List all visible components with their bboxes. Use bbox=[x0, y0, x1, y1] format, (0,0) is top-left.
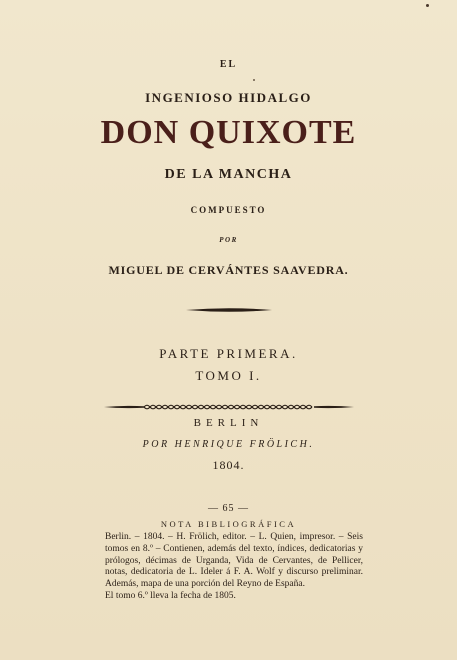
part-label: PARTE PRIMERA. bbox=[159, 346, 298, 361]
ink-dot bbox=[426, 4, 429, 7]
main-title: DON QUIXOTE bbox=[100, 114, 357, 151]
bibliographic-note-paragraph: Berlin. – 1804. – H. Frölich, editor. – L. Quien, impresor. – Seis tomos en 8.º – Contienen, además del texto, índices, dedicatorias y prólogos, décimas de Urganda, Vida de Cervantes, de Pellicer, notas, dedicatoria de L. Ideler á F. A. Wolf y discurso preliminar. Además, mapa de una porción del Reyno de España. bbox=[105, 532, 363, 590]
compuesto-label: COMPUESTO bbox=[190, 205, 267, 215]
bibliographic-note-last-line: El tomo 6.º lleva la fecha de 1805. bbox=[105, 590, 236, 601]
short-rule-divider bbox=[186, 307, 272, 313]
title-subtitle: DE LA MANCHA bbox=[164, 167, 293, 182]
imprint-place: BERLIN bbox=[193, 417, 264, 429]
imprint-year: 1804. bbox=[212, 458, 245, 472]
imprint-publisher: POR HENRIQUE FRÖLICH. bbox=[142, 439, 315, 450]
title-ingenioso: INGENIOSO HIDALGO bbox=[145, 90, 312, 105]
bibliographic-note bbox=[105, 532, 363, 603]
page-number: — 65 — bbox=[208, 503, 249, 514]
por-label: POR bbox=[219, 236, 238, 244]
volume-label: TOMO I. bbox=[195, 368, 262, 383]
ornamental-rule-divider bbox=[104, 401, 354, 413]
title-article: EL bbox=[219, 59, 238, 70]
ink-speck bbox=[253, 79, 255, 81]
author-name: MIGUEL DE CERVÁNTES SAAVEDRA. bbox=[108, 263, 349, 277]
bibliographic-note-heading: NOTA BIBLIOGRÁFICA bbox=[160, 519, 297, 529]
